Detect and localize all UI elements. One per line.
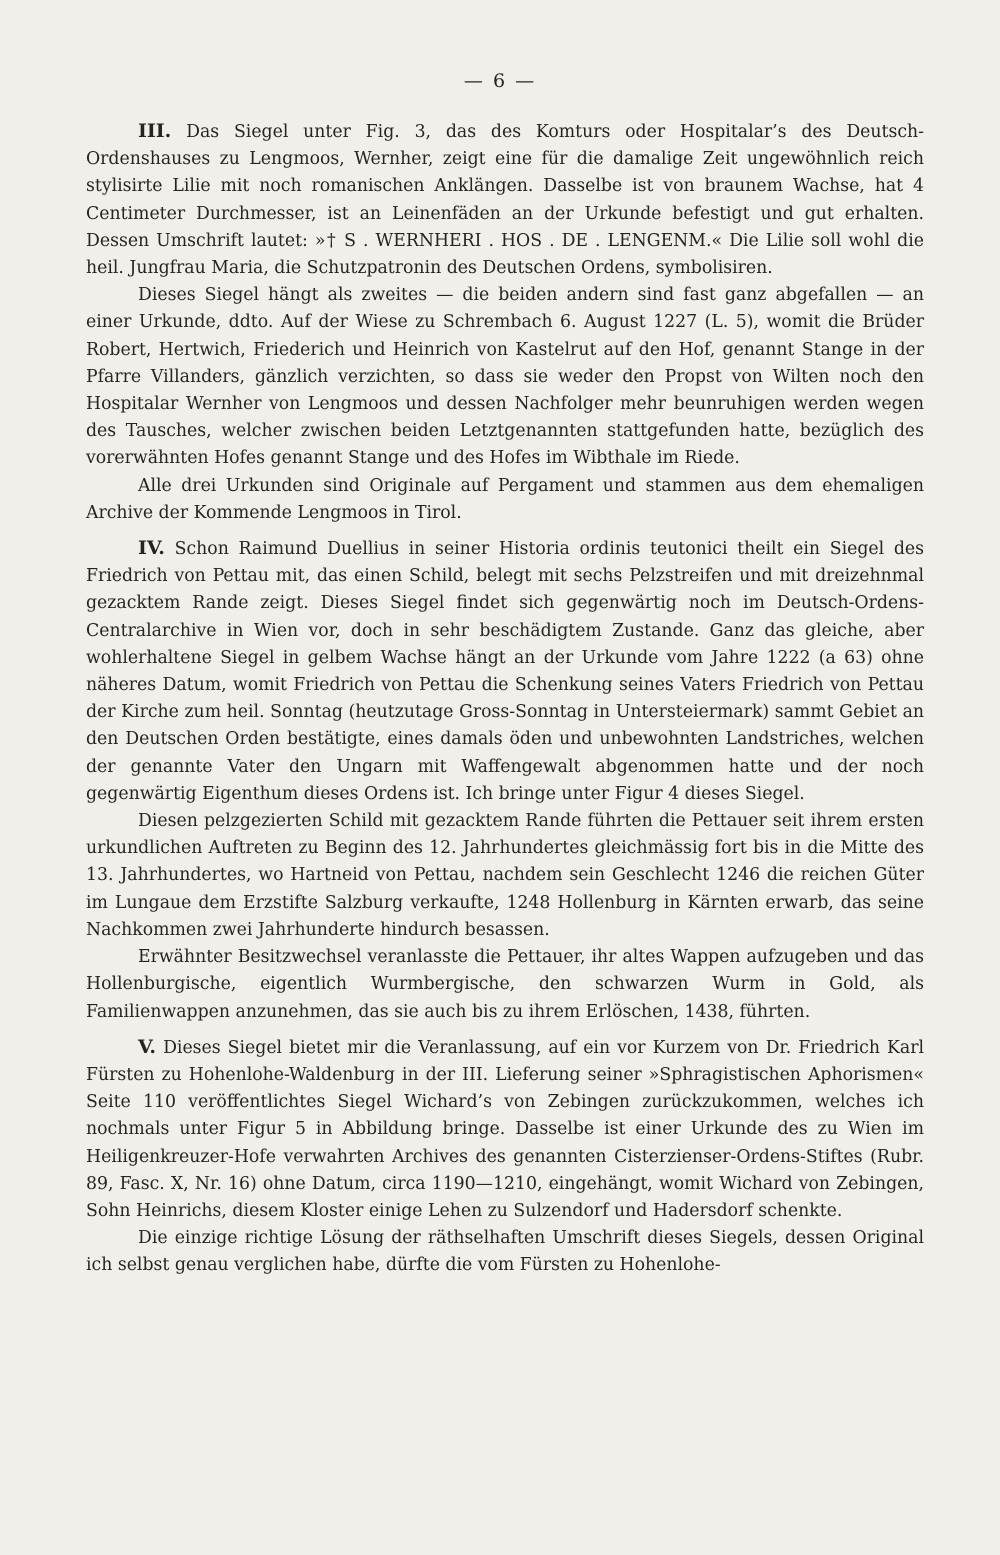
paragraph xyxy=(86,473,924,527)
paragraph-text: Die einzige richtige Lösung der räthselhaften Umschrift dieses Siegels, dessen Original ich selbst genau verglichen habe, dürfte die vom Fürsten zu Hohenlohe- xyxy=(86,1228,924,1276)
paragraph xyxy=(86,808,924,944)
paragraph-text: Erwähnter Besitzwechsel veranlasste die Pettauer, ihr altes Wappen aufzugeben und das Hollenburgische, eigentlich Wurmbergische, den schwarzen Wurm in Gold, als Familienwappen anzunehmen, das sie auch bis zu ihrem Erlöschen, 1438, führten. xyxy=(86,947,924,1022)
paragraph-text: Alle drei Urkunden sind Originale auf Pergament und stammen aus dem ehemaligen Archive der Kommende Lengmoos in Tirol. xyxy=(86,475,924,523)
body-text xyxy=(86,118,924,1280)
paragraph-section-v xyxy=(86,1034,924,1225)
paragraph-text: Schon Raimund Duellius in seiner Historia ordinis teutonici theilt ein Siegel des Friedrich von Pettau mit, das einen Schild, belegt mit sechs Pelzstreifen und mit dreizehnmal gezacktem Rande zeigt. Dieses Siegel findet sich gegenwärtig noch im Deutsch-Ordens-Centralarchive in Wien vor, doch in sehr beschädigtem Zustande. Ganz das gleiche, aber wohlerhaltene Siegel in gelbem Wachse hängt an der Urkunde vom Jahre 1222 (a 63) ohne näheres Datum, womit Friedrich von Pettau die Schenkung seines Vaters Friedrich von Pettau der Kirche zum heil. Sonntag (heutzutage Gross-Sonntag in Untersteiermark) sammt Gebiet an den Deutschen Orden bestätigte, eines damals öden und unbewohnten Landstriches, welchen der genannte Vater den Ungarn mit Waffengewalt abgenommen hatte und der noch gegenwärtig Eigenthum dieses Ordens ist. Ich bringe unter Figur 4 dieses Siegel. xyxy=(86,539,924,804)
paragraph xyxy=(86,282,924,472)
paragraph-text: Dieses Siegel hängt als zweites — die beiden andern sind fast ganz abgefallen — an einer Urkunde, ddto. Auf der Wiese zu Schrembach 6. August 1227 (L. 5), womit die Brüder Robert, Hertwich, Friederich und Heinrich von Kastelrut auf den Hof, genannt Stange in der Pfarre Villanders, gänzlich verzichten, so dass sie weder den Propst von Wilten noch den Hospitalar Wernher von Lengmoos und dessen Nachfolger mehr beunruhigen werden wegen des Tausches, welcher zwischen beiden Letztgenannten stattgefunden hatte, bezüglich des vorerwähnten Hofes genannt Stange und des Hofes im Wibthale im Riede. xyxy=(86,285,924,469)
paragraph-text: Diesen pelzgezierten Schild mit gezacktem Rande führten die Pettauer seit ihrem ersten urkundlichen Auftreten zu Beginn des 12. Jahrhundertes gleichmässig fort bis in die Mitte des 13. Jahrhundertes, wo Hartneid von Pettau, nachdem sein Geschlecht 1246 die reichen Güter im Lungaue dem Erzstifte Salzburg verkaufte, 1248 Hollenburg in Kärnten erwarb, das seine Nachkommen zwei Jahrhunderte hindurch besassen. xyxy=(86,811,924,940)
paragraph xyxy=(86,944,924,1026)
paragraph-text: Das Siegel unter Fig. 3, das des Komturs oder Hospitalar’s des Deutsch-Ordenshauses zu Lengmoos, Wernher, zeigt eine für die damalige Zeit ungewöhnlich reich stylisirte Lilie mit noch romanischen Anklängen. Dasselbe ist von braunem Wachse, hat 4 Centimeter Durchmesser, ist an Leinenfäden an der Urkunde befestigt und gut erhalten. Dessen Umschrift lautet: »† S . WERNHERI . HOS . DE . LENGENM.« Die Lilie soll wohl die heil. Jungfrau Maria, die Schutzpatronin des Deutschen Ordens, symbolisiren. xyxy=(86,122,924,279)
paragraph-text: Dieses Siegel bietet mir die Veranlassung, auf ein vor Kurzem von Dr. Friedrich Karl Fürsten zu Hohenlohe-Waldenburg in der III. Lieferung seiner »Sphragistischen Aphorismen« Seite 110 veröffentlichtes Siegel Wichard’s von Zebingen zurückzukommen, welches ich nochmals unter Figur 5 in Abbildung bringe. Dasselbe ist einer Urkunde des zu Wien im Heiligenkreuzer-Hofe verwahrten Archives des genannten Cisterzienser-Ordens-Stiftes (Rubr. 89, Fasc. X, Nr. 16) ohne Datum, circa 1190—1210, eingehängt, womit Wichard von Zebingen, Sohn Heinrichs, diesem Kloster einige Lehen zu Sulzendorf und Hadersdorf schenkte. xyxy=(86,1037,924,1221)
paragraph xyxy=(86,1225,924,1279)
section-numeral: III. xyxy=(138,120,172,142)
paragraph-section-iii xyxy=(86,118,924,282)
page-number: — 6 — xyxy=(463,70,537,92)
paragraph-section-iv xyxy=(86,535,924,808)
section-numeral: IV. xyxy=(138,537,165,560)
section-numeral: V. xyxy=(138,1035,157,1058)
